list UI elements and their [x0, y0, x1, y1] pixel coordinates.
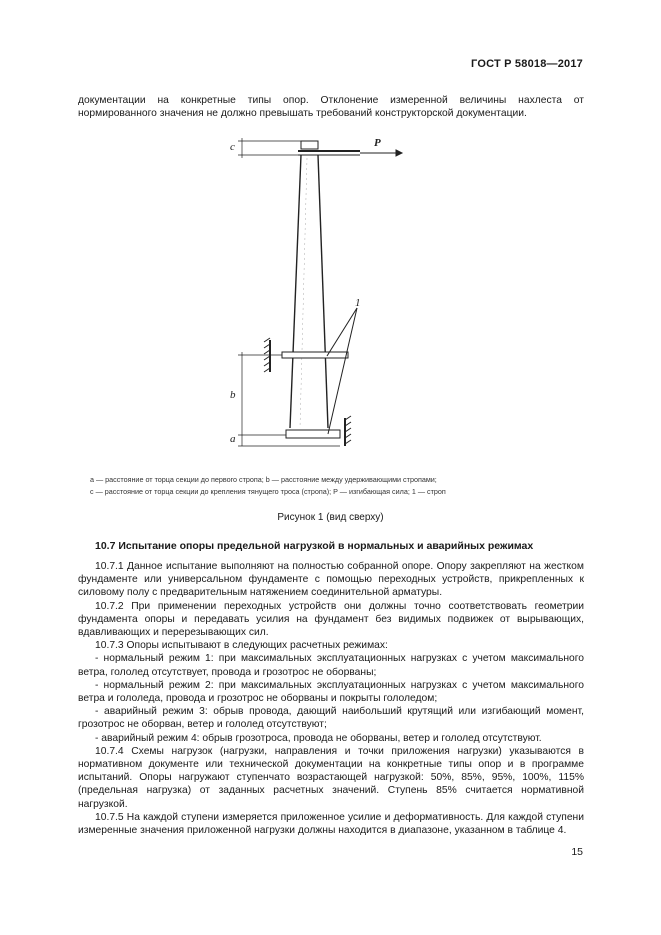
mode-item: - нормальный режим 2: при максимальных эксплуатационных нагрузках с учетом максимального ветра и гололеда, провода и грозотрос не оборваны и покрыты гололедом; [78, 679, 584, 705]
pole-top-cap [301, 141, 318, 149]
mode-item: - аварийный режим 3: обрыв провода, дающий наибольший крутящий или изгибающий момент, грозотрос не оборван, ветер и гололед отсутствуют; [78, 706, 584, 731]
section-heading: 10.7 Испытание опоры предельной нагрузкой в нормальных и аварийных режимах [95, 540, 534, 552]
leader-line [327, 308, 357, 356]
sling-lower [286, 430, 340, 438]
body-text [78, 560, 584, 837]
label-1: 1 [355, 297, 361, 309]
paragraph-10-7-4: 10.7.4 Схемы нагрузок (нагрузки, направления и точки приложения нагрузки) указываются в нормативном документе или технической документации на конкретные типы опор и в программе испытаний. Опоры нагружают ступенчато возрастающей нагрузкой: 50%, 85%, 95%, 100%, 115% (предельная нагрузка) от заданных расчетных значений. Ступень 85% считается нормативной нагрузкой. [78, 745, 584, 810]
document-header: ГОСТ Р 58018—2017 [471, 58, 583, 70]
paragraph-10-7-2: 10.7.2 При применении переходных устройств они должны точно соответствовать геометрии фундамента опоры и передавать усилия на фундамент без видимых подвижек от вырывающих, вдавливающих и перерезывающих сил. [78, 600, 584, 639]
label-c: c [230, 141, 235, 153]
figure-title: Рисунок 1 (вид сверху) [277, 512, 384, 523]
pole-left-edge [290, 155, 301, 428]
figure-legend-line2: c — расстояние от торца секции до крепления тянущего троса (стропа); P — изгибающая сила; 1 — строп [90, 487, 446, 496]
paragraph-10-7-1: 10.7.1 Данное испытание выполняют на полностью собранной опоре. Опору закрепляют на жестком фундаменте или универсальном фундаменте с помощью переходных устройств, прикрепленных к силовому полу с предварительным натяжением соединительной арматуры. [78, 561, 584, 599]
figure-diagram [200, 128, 440, 463]
mode-item: - аварийный режим 4: обрыв грозотроса, провода не оборваны, ветер и гололед отсутствуют. [95, 732, 542, 744]
figure-legend-line1: a — расстояние от торца секции до первого стропа; b — расстояние между удерживающими стропами; [90, 475, 437, 484]
mode-item: - нормальный режим 1: при максимальных эксплуатационных нагрузках с учетом максимального ветра, гололед отсутствует, провода и грозотрос не оборваны; [78, 653, 584, 678]
label-a: a [230, 433, 236, 445]
paragraph-10-7-5: 10.7.5 На каждой ступени измеряется приложенное усилие и деформативность. Для каждой ступени измеренные значения приложенной нагрузки должны находится в диапазоне, указанном в таблице 4. [78, 811, 584, 837]
intro-paragraph: документации на конкретные типы опор. Отклонение измеренной величины нахлеста от нормированного значения не должно превышать требований конструкторской документации. [78, 95, 584, 120]
label-p: P [374, 137, 381, 149]
label-b: b [230, 389, 236, 401]
sling-upper [282, 352, 348, 358]
arrowhead-icon [396, 150, 402, 156]
page-number: 15 [571, 846, 583, 858]
pole-right-edge [318, 155, 328, 428]
paragraph-10-7-3: 10.7.3 Опоры испытывают в следующих расчетных режимах: [95, 640, 388, 652]
